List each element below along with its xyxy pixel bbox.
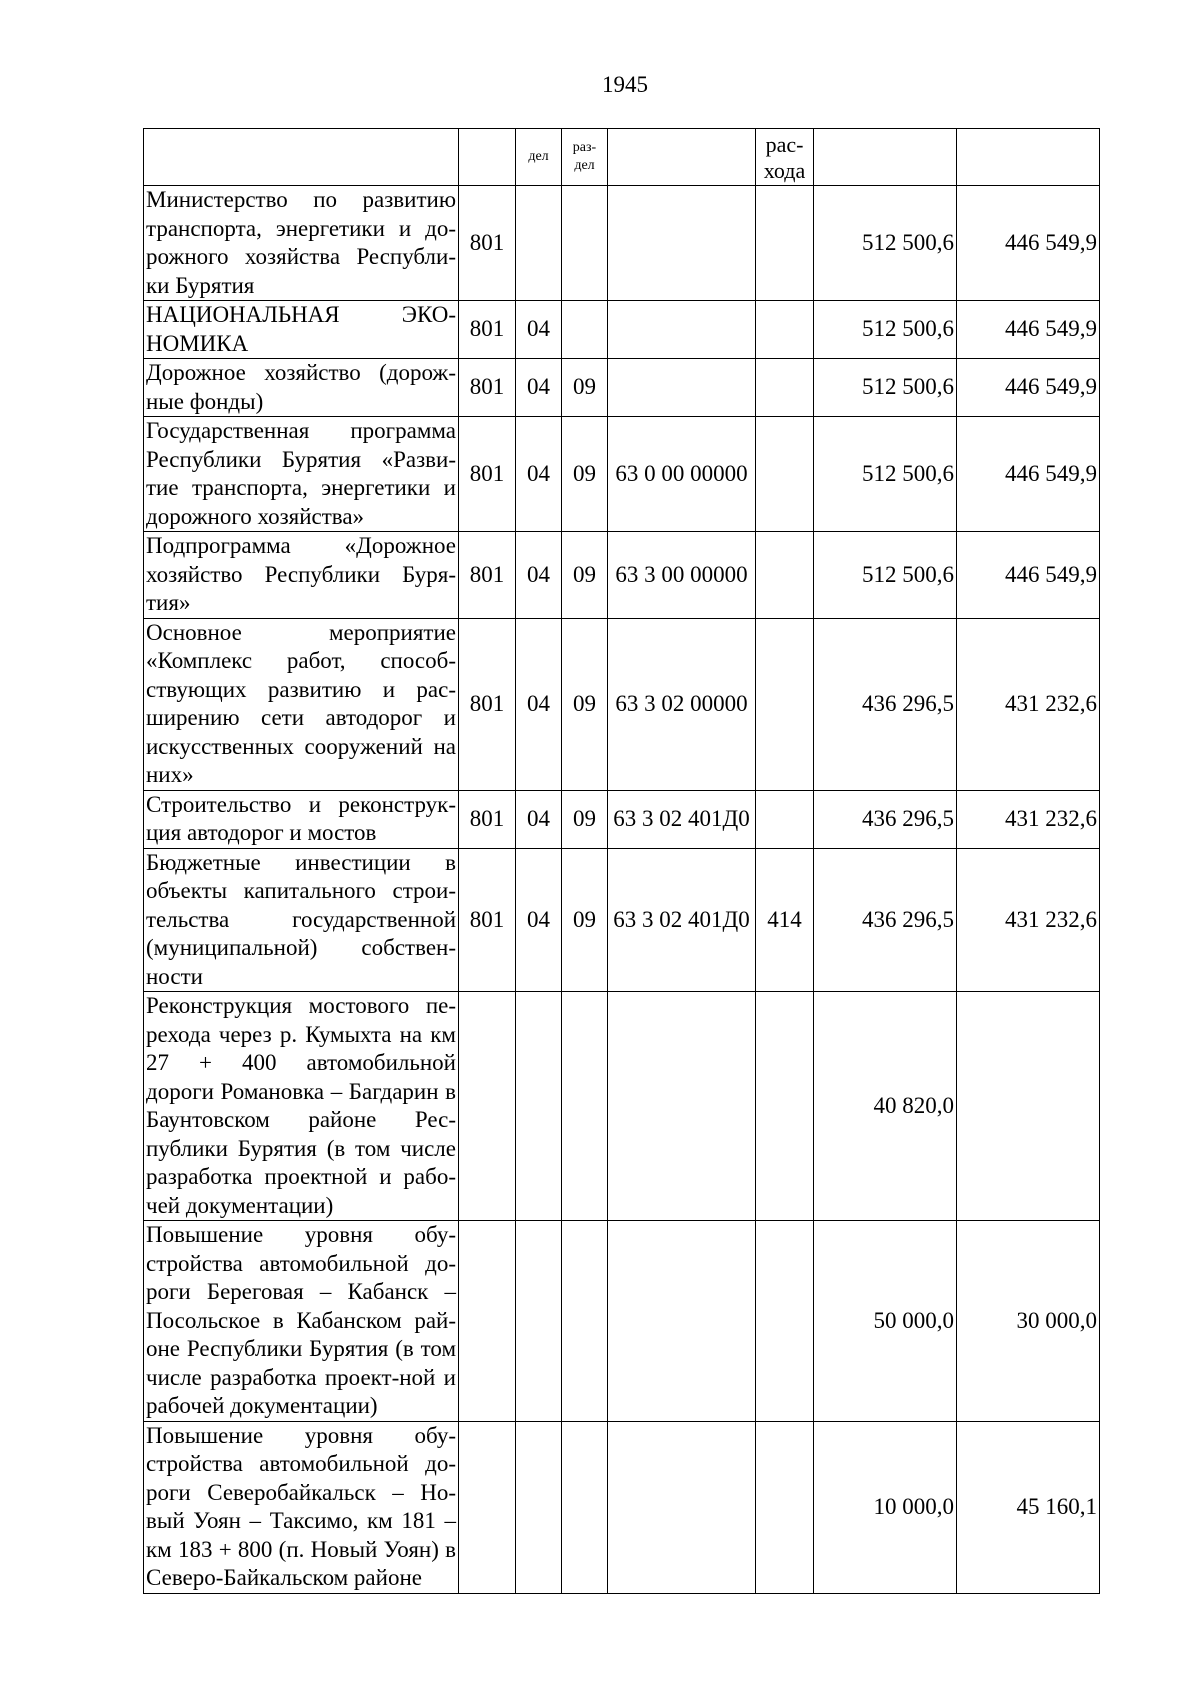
row-name-cell: НАЦИОНАЛЬНАЯ ЭКО-НОМИКА [144,301,459,359]
row-grbs-cell [459,992,516,1221]
row-csr-cell [608,186,756,301]
row-pr-cell [562,186,608,301]
header-razdel-cell: раз- дел [562,129,608,186]
row-vr-cell [756,790,814,848]
row-sum1-cell: 512 500,6 [814,359,957,417]
row-sum2-cell: 446 549,9 [957,359,1100,417]
row-sum1-cell: 436 296,5 [814,618,957,790]
row-csr-cell [608,1421,756,1593]
row-csr-cell [608,992,756,1221]
row-rz-cell: 04 [516,359,562,417]
table-row [144,1421,1100,1593]
row-csr-cell [608,301,756,359]
row-grbs-cell: 801 [459,790,516,848]
row-vr-cell [756,359,814,417]
header-pr-cell: дел [516,129,562,186]
table-row [144,992,1100,1221]
row-sum1-cell: 436 296,5 [814,790,957,848]
row-grbs-cell [459,1221,516,1422]
row-rz-cell [516,1221,562,1422]
row-grbs-cell: 801 [459,532,516,619]
row-grbs-cell [459,1421,516,1593]
row-rz-cell [516,992,562,1221]
row-vr-cell [756,301,814,359]
row-sum1-cell: 50 000,0 [814,1221,957,1422]
row-pr-cell: 09 [562,618,608,790]
row-name-cell: Реконструкция мостового пе-рехода через р. Кумыхта на км 27 + 400 автомобильной дороги Романовка – Багдарин в Баунтовском районе Рес-публики Бурятия (в том числе разработка проектной и рабо-чей документации) [144,992,459,1221]
row-sum2-cell: 446 549,9 [957,301,1100,359]
row-sum1-cell: 512 500,6 [814,417,957,532]
row-csr-cell [608,359,756,417]
table-row [144,417,1100,532]
row-sum2-cell: 446 549,9 [957,532,1100,619]
row-sum2-cell [957,992,1100,1221]
header-sum1-cell [814,129,957,186]
row-name-cell: Бюджетные инвестиции в объекты капитального строи-тельства государственной (муниципальной) собствен-ности [144,848,459,992]
row-pr-cell [562,1221,608,1422]
row-sum1-cell: 512 500,6 [814,532,957,619]
row-rz-cell: 04 [516,848,562,992]
row-csr-cell [608,1221,756,1422]
row-grbs-cell: 801 [459,186,516,301]
row-vr-cell [756,618,814,790]
row-sum1-cell: 10 000,0 [814,1421,957,1593]
row-vr-cell [756,532,814,619]
row-sum2-cell: 30 000,0 [957,1221,1100,1422]
row-pr-cell [562,992,608,1221]
row-grbs-cell: 801 [459,417,516,532]
header-name-cell [144,129,459,186]
header-sum2-cell [957,129,1100,186]
row-pr-cell: 09 [562,532,608,619]
row-grbs-cell: 801 [459,618,516,790]
row-sum2-cell: 431 232,6 [957,848,1100,992]
header-grbs-cell [459,129,516,186]
row-vr-cell [756,1221,814,1422]
row-rz-cell: 04 [516,532,562,619]
header-csr-cell [608,129,756,186]
row-pr-cell: 09 [562,790,608,848]
row-vr-cell [756,1421,814,1593]
row-grbs-cell: 801 [459,301,516,359]
table-row [144,186,1100,301]
row-pr-cell [562,1421,608,1593]
row-sum1-cell: 512 500,6 [814,301,957,359]
row-sum2-cell: 45 160,1 [957,1421,1100,1593]
row-vr-cell [756,186,814,301]
row-sum1-cell: 512 500,6 [814,186,957,301]
row-name-cell: Повышение уровня обу-стройства автомобильной до-роги Береговая – Кабанск – Посольское в Кабанском рай-оне Республики Бурятия (в том числе разработка проект-ной и рабочей документации) [144,1221,459,1422]
row-pr-cell: 09 [562,417,608,532]
row-csr-cell: 63 3 02 00000 [608,618,756,790]
row-sum2-cell: 431 232,6 [957,618,1100,790]
row-name-cell: Подпрограмма «Дорожное хозяйство Республики Буря-тия» [144,532,459,619]
row-rz-cell [516,186,562,301]
row-vr-cell [756,992,814,1221]
row-sum2-cell: 446 549,9 [957,417,1100,532]
table-row [144,359,1100,417]
row-sum2-cell: 431 232,6 [957,790,1100,848]
table-row [144,301,1100,359]
row-name-cell: Строительство и реконструк-ция автодорог и мостов [144,790,459,848]
table-header-row [144,129,1100,186]
table-row [144,532,1100,619]
row-name-cell: Дорожное хозяйство (дорож-ные фонды) [144,359,459,417]
row-name-cell: Министерство по развитию транспорта, энергетики и до-рожного хозяйства Республи-ки Бурятия [144,186,459,301]
table-row [144,848,1100,992]
row-rz-cell: 04 [516,301,562,359]
row-pr-cell: 09 [562,359,608,417]
table-row [144,618,1100,790]
row-sum2-cell: 446 549,9 [957,186,1100,301]
row-vr-cell: 414 [756,848,814,992]
row-name-cell: Основное мероприятие «Комплекс работ, способ-ствующих развитию и рас-ширению сети автодорог и искусственных сооружений на них» [144,618,459,790]
row-csr-cell: 63 3 02 401Д0 [608,848,756,992]
row-grbs-cell: 801 [459,848,516,992]
row-rz-cell: 04 [516,417,562,532]
table-row [144,1221,1100,1422]
row-rz-cell [516,1421,562,1593]
row-csr-cell: 63 0 00 00000 [608,417,756,532]
page-number: 1945 [602,72,648,97]
row-rz-cell: 04 [516,790,562,848]
row-name-cell: Повышение уровня обу-стройства автомобильной до-роги Северобайкальск – Но-вый Уоян – Таксимо, км 181 – км 183 + 800 (п. Новый Уоян) в Северо-Байкальском районе [144,1421,459,1593]
row-name-cell: Государственная программа Республики Бурятия «Разви-тие транспорта, энергетики и дорожного хозяйства» [144,417,459,532]
row-sum1-cell: 436 296,5 [814,848,957,992]
row-csr-cell: 63 3 00 00000 [608,532,756,619]
table-row [144,790,1100,848]
row-grbs-cell: 801 [459,359,516,417]
row-csr-cell: 63 3 02 401Д0 [608,790,756,848]
header-vid-cell: рас- хода [756,129,814,186]
budget-table [143,128,1100,1594]
row-rz-cell: 04 [516,618,562,790]
row-sum1-cell: 40 820,0 [814,992,957,1221]
row-pr-cell: 09 [562,848,608,992]
row-pr-cell [562,301,608,359]
row-vr-cell [756,417,814,532]
